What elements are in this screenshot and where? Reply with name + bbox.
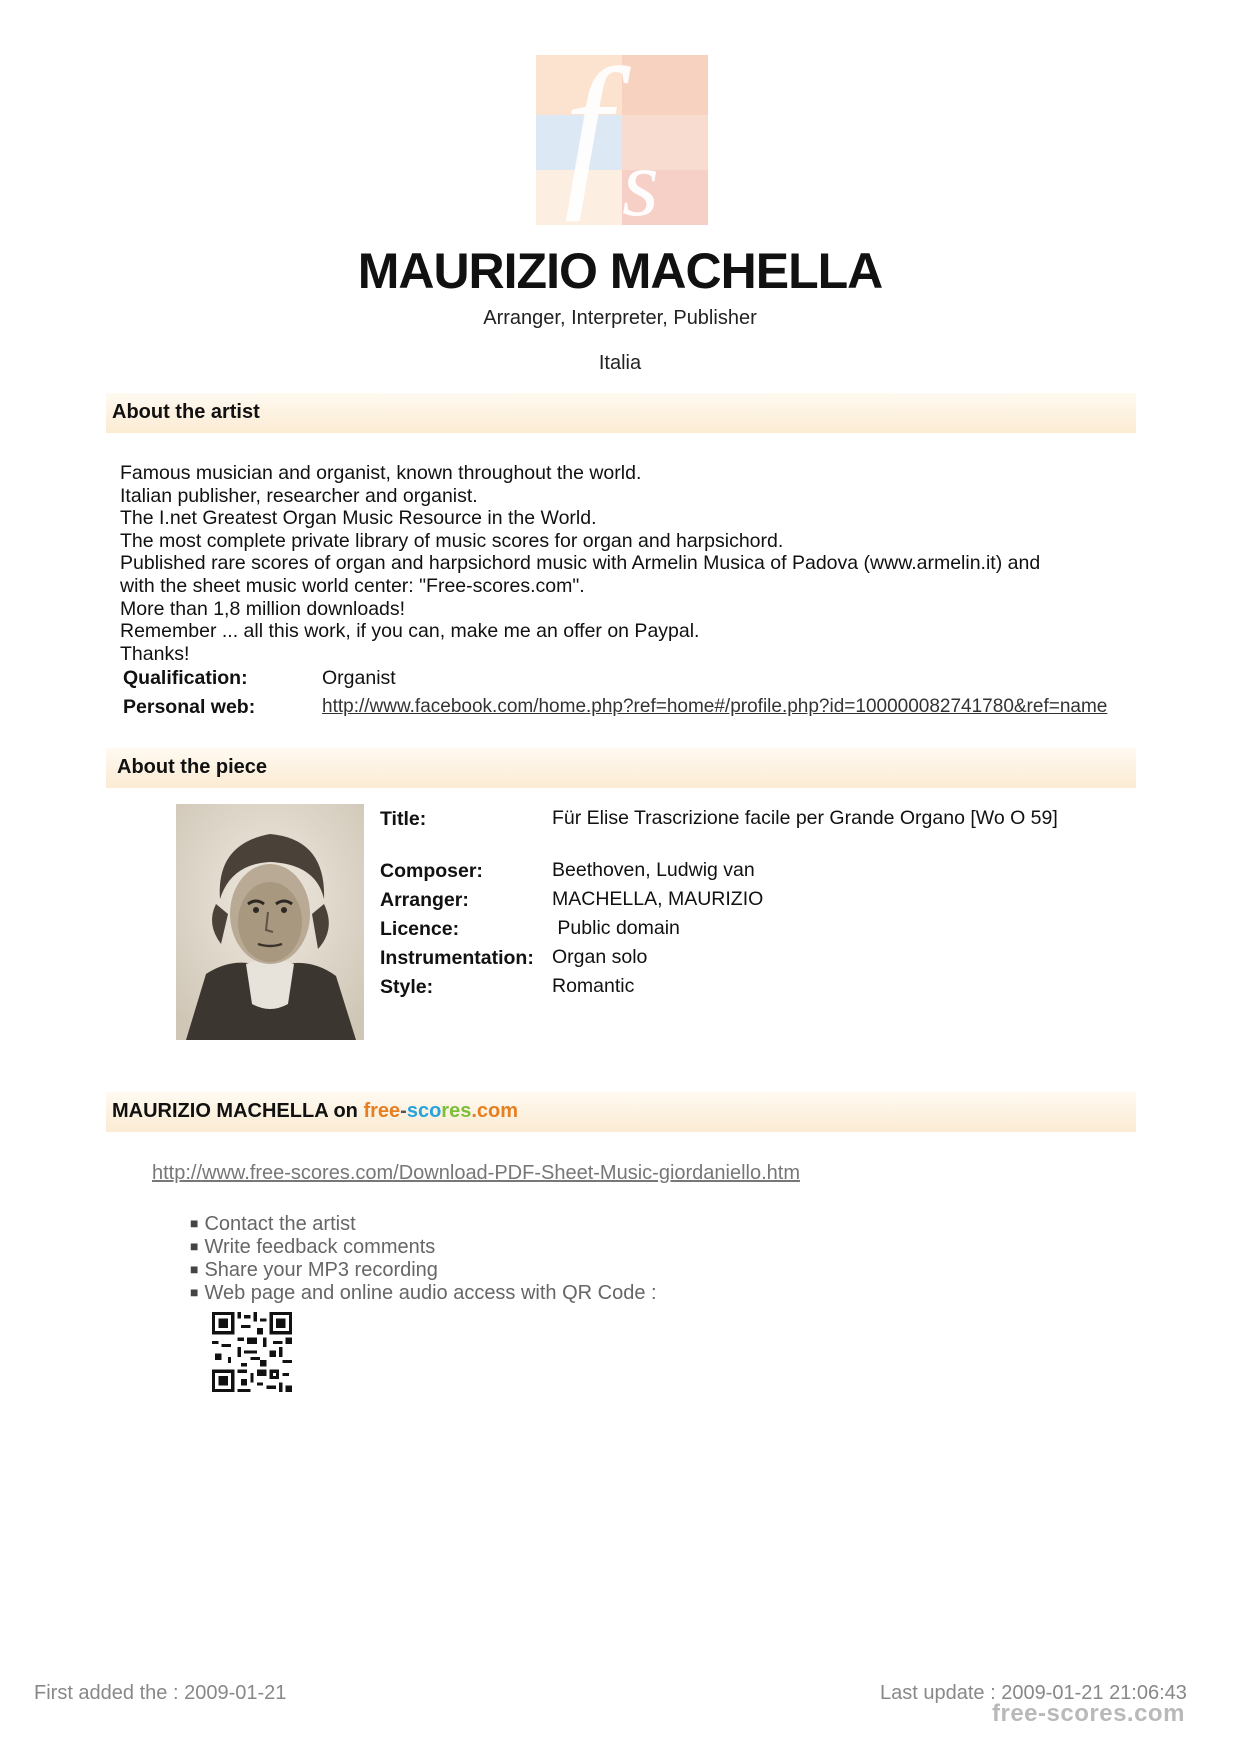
qualification-label: Qualification: [123,667,248,689]
qr-code-label: Web page and online audio access with QR Code : [204,1282,657,1304]
brand-part-res: res [441,1100,472,1122]
on-freescores-prefix: MAURIZIO MACHELLA on [112,1100,364,1122]
about-piece-heading: About the piece [117,756,268,778]
square-bullet-icon: ■ [190,1261,199,1277]
contact-artist-label: Contact the artist [204,1213,356,1235]
brand-part-free: free [363,1100,401,1122]
bio-line: The most complete private library of music scores for organ and harpsichord. [120,529,784,552]
qualification-value: Organist [322,667,396,689]
artist-roles: Arranger, Interpreter, Publisher [483,307,757,329]
svg-text:s: s [622,130,659,225]
piece-instrumentation-value: Organ solo [552,946,648,968]
piece-arranger-label: Arranger: [380,889,469,911]
bio-line: Thanks! [120,642,190,665]
brand-part-sco: sco [406,1100,442,1122]
piece-composer-label: Composer: [380,860,483,882]
bio-line: Remember ... all this work, if you can, make me an offer on Paypal. [120,620,700,643]
piece-title-value: Für Elise Trascrizione facile per Grande Organo [Wo O 59] [552,807,1058,829]
bio-line: The I.net Greatest Organ Music Resource in the World. [120,507,597,530]
bio-line: with the sheet music world center: "Free-scores.com". [120,574,585,597]
piece-style-label: Style: [380,976,434,998]
bio-line: Italian publisher, researcher and organist. [120,484,478,507]
square-bullet-icon: ■ [190,1238,199,1254]
about-piece-header [106,748,1136,788]
free-scores-logo [536,55,708,225]
share-mp3-label: Share your MP3 recording [204,1259,438,1281]
piece-instrumentation-label: Instrumentation: [380,947,534,969]
piece-arranger-value: MACHELLA, MAURIZIO [552,888,764,910]
on-freescores-heading [112,1100,518,1123]
piece-licence-value: Public domain [552,917,680,939]
bio-line: More than 1,8 million downloads! [120,597,406,620]
qr-code[interactable] [212,1312,292,1392]
bio-line: Famous musician and organist, known throughout the world. [120,462,642,484]
artist-name: MAURIZIO MACHELLA [357,243,883,299]
footer-brand-watermark: free-scores.com [992,1700,1185,1727]
square-bullet-icon: ■ [190,1215,199,1231]
contact-artist-item[interactable] [190,1213,356,1236]
personal-web-link[interactable]: http://www.facebook.com/home.php?ref=home#/profile.php?id=100000082741780&ref=name [322,696,1108,717]
square-bullet-icon: ■ [190,1284,199,1300]
about-artist-heading: About the artist [112,401,260,423]
svg-text:f: f [564,55,612,222]
first-added-date: First added the : 2009-01-21 [34,1682,287,1704]
write-feedback-label: Write feedback comments [204,1236,436,1258]
about-artist-header [106,393,1136,433]
qr-code-item[interactable] [190,1282,657,1305]
share-mp3-item[interactable] [190,1259,438,1282]
composer-portrait [176,804,364,1040]
piece-licence-label: Licence: [380,918,460,940]
write-feedback-item[interactable] [190,1236,435,1259]
bio-line: Published rare scores of organ and harpsichord music with Armelin Musica of Padova (www.armelin.it) and [120,552,1041,575]
on-freescores-header [106,1092,1136,1132]
artist-country: Italia [598,352,642,374]
brand-part-com: .com [471,1100,519,1122]
freescores-artist-link[interactable]: http://www.free-scores.com/Download-PDF-Sheet-Music-giordaniello.htm [152,1162,801,1184]
last-update-date: Last update : 2009-01-21 21:06:43 [880,1682,1187,1704]
piece-title-label: Title: [380,808,427,830]
brand-part-dash: - [400,1100,407,1122]
piece-style-value: Romantic [552,975,635,997]
personal-web-label: Personal web: [123,696,256,718]
artist-bio [120,462,1120,665]
piece-composer-value: Beethoven, Ludwig van [552,859,755,881]
